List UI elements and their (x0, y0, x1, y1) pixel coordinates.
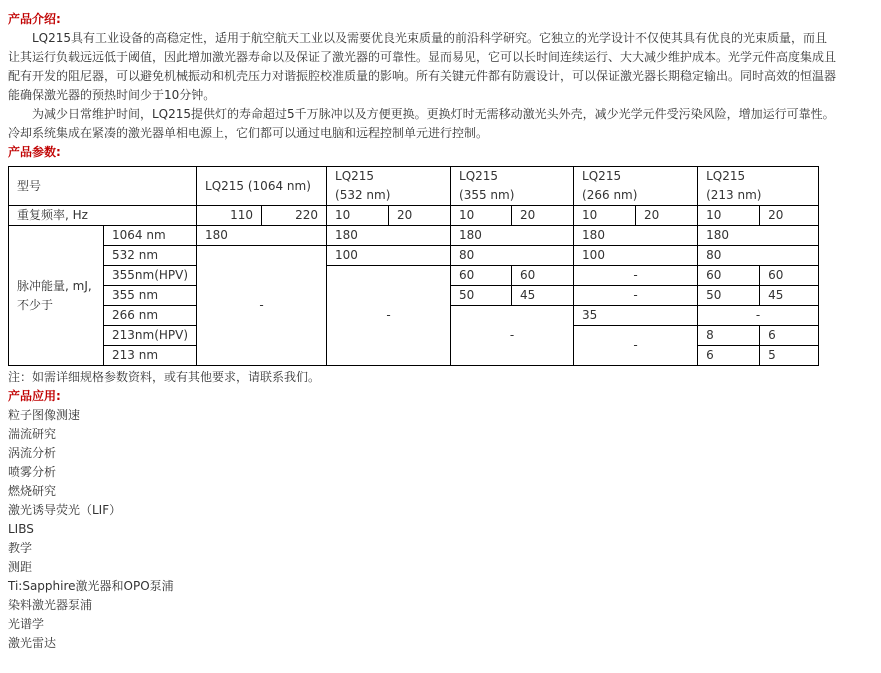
energy-value: 80 (451, 246, 574, 266)
list-item: 染料激光器泵浦 (8, 598, 93, 612)
energy-value: 8 (698, 326, 760, 346)
energy-value: 6 (698, 346, 760, 366)
energy-value: 35 (574, 306, 698, 326)
energy-dash: - (574, 266, 698, 286)
energy-value: 180 (197, 226, 327, 246)
list-item: 涡流分析 (8, 446, 57, 460)
list-item: 燃烧研究 (8, 484, 57, 498)
intro-paragraph-1: LQ215具有工业设备的高稳定性，适用于航空航天工业以及需要优良光束质量的前沿科学研究。它独立的光学设计不仅使其具有优良的光束质量，而且让其运行负载远远低于阈值，因此增加激光器寿命以及保证了激光器的可靠性。显而易见，它可以长时间连续运行、大大减少维护成本。光学元件高度集成且配有开发的阻尼器，可以避免机械振动和机壳压力对谐振腔校准质量的影响。所有关键元件都有防震设计，可以保证激光器长期稳定输出。同时高效的恒温器能确保激光器的预热时间少于10分钟。 (8, 31, 837, 102)
energy-row-1064 (9, 226, 819, 246)
energy-value: 60 (698, 266, 760, 286)
apps-heading: 产品应用: (8, 389, 61, 403)
spec-table (8, 166, 819, 366)
rep-rate-row (9, 206, 819, 226)
wavelength-label: 1064 nm (104, 226, 197, 246)
list-item: 激光诱导荧光（LIF） (8, 503, 122, 517)
list-item: LIBS (8, 522, 34, 536)
wavelength-label: 355nm(HPV) (104, 266, 197, 286)
energy-row-532 (9, 246, 819, 266)
rep-value: 20 (512, 206, 574, 226)
energy-value: 45 (512, 286, 574, 306)
rep-label: 重复频率, Hz (9, 206, 197, 226)
rep-value: 110 (197, 206, 262, 226)
energy-value: 180 (698, 226, 819, 246)
energy-dash: - (451, 306, 574, 366)
list-item: 光谱学 (8, 617, 45, 631)
list-item: 湍流研究 (8, 427, 57, 441)
energy-value: 60 (760, 266, 819, 286)
energy-value: 50 (698, 286, 760, 306)
energy-value: 60 (451, 266, 512, 286)
wavelength-label: 213nm(HPV) (104, 326, 197, 346)
wavelength-label: 213 nm (104, 346, 197, 366)
list-item: Ti:Sapphire激光器和OPO泵浦 (8, 579, 174, 593)
model-532: LQ215 (532 nm) (327, 167, 451, 206)
intro-paragraph-2: 为减少日常维护时间，LQ215提供灯的寿命超过5千万脉冲以及方便更换。更换灯时无需移动激光头外壳，减少光学元件受污染风险，增加运行可靠性。冷却系统集成在紧凑的激光器单相电源上，它们都可以通过电脑和远程控制单元进行控制。 (8, 107, 835, 140)
rep-value: 10 (574, 206, 636, 226)
energy-value: 6 (760, 326, 819, 346)
energy-label: 脉冲能量, mJ, 不少于 (9, 226, 104, 366)
apps-list (8, 406, 838, 653)
model-213: LQ215 (213 nm) (698, 167, 819, 206)
model-label: 型号 (9, 167, 197, 206)
wavelength-label: 532 nm (104, 246, 197, 266)
apps-section (8, 368, 838, 653)
model-266: LQ215 (266 nm) (574, 167, 698, 206)
energy-value: 180 (574, 226, 698, 246)
energy-value: 45 (760, 286, 819, 306)
energy-dash: - (574, 326, 698, 366)
intro-heading: 产品介绍: (8, 12, 61, 26)
model-1064: LQ215 (1064 nm) (197, 167, 327, 206)
energy-value: 50 (451, 286, 512, 306)
rep-value: 20 (389, 206, 451, 226)
list-item: 教学 (8, 541, 33, 555)
list-item: 激光雷达 (8, 636, 57, 650)
rep-value: 10 (698, 206, 760, 226)
list-item: 测距 (8, 560, 33, 574)
energy-value: 180 (451, 226, 574, 246)
energy-value: 100 (574, 246, 698, 266)
wavelength-label: 266 nm (104, 306, 197, 326)
energy-row-355hpv (9, 266, 819, 286)
rep-value: 10 (451, 206, 512, 226)
rep-value: 20 (636, 206, 698, 226)
rep-value: 20 (760, 206, 819, 226)
wavelength-label: 355 nm (104, 286, 197, 306)
energy-value: 60 (512, 266, 574, 286)
list-item: 喷雾分析 (8, 465, 57, 479)
params-heading: 产品参数: (8, 145, 61, 159)
model-row (9, 167, 819, 206)
intro-section (8, 10, 838, 162)
energy-value: 80 (698, 246, 819, 266)
list-item: 粒子图像测速 (8, 408, 81, 422)
energy-dash: - (698, 306, 819, 326)
model-355: LQ215 (355 nm) (451, 167, 574, 206)
rep-value: 10 (327, 206, 389, 226)
rep-value: 220 (262, 206, 327, 226)
energy-value: 5 (760, 346, 819, 366)
energy-dash: - (197, 246, 327, 366)
energy-dash: - (574, 286, 698, 306)
energy-value: 180 (327, 226, 451, 246)
params-note: 注：如需详细规格参数资料，或有其他要求，请联系我们。 (8, 370, 321, 384)
energy-value: 100 (327, 246, 451, 266)
energy-dash: - (327, 266, 451, 366)
